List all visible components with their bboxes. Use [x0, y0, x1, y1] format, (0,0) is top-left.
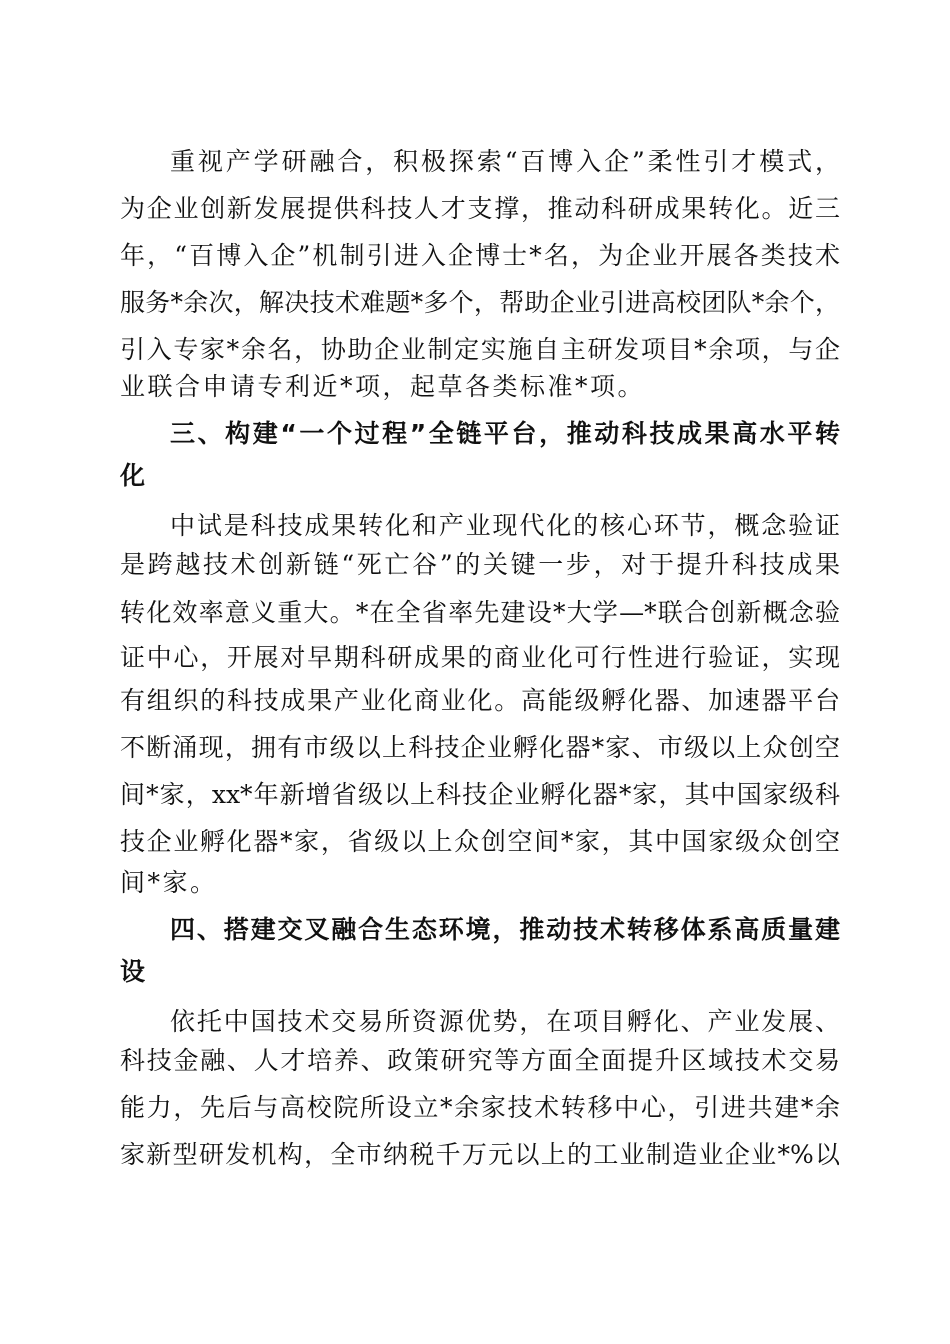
paragraph-3-line-1: 依托中国技术交易所资源优势，在项目孵化、产业发展、: [170, 1007, 840, 1036]
paragraph-3-line-2: 科技金融、人才培养、政策研究等方面全面提升区域技术交易: [120, 1046, 840, 1075]
section-heading-3-line-1: 三、构建“一个过程”全链平台，推动科技成果高水平转: [170, 419, 840, 448]
paragraph-2-line-6: 不断涌现，拥有市级以上科技企业孵化器*家、市级以上众创空: [120, 733, 840, 762]
paragraph-2-line-1: 中试是科技成果转化和产业现代化的核心环节，概念验证: [170, 511, 840, 540]
paragraph-2-line-4: 证中心，开展对早期科研成果的商业化可行性进行验证，实现: [120, 643, 840, 672]
section-heading-3-line-2: 化: [120, 461, 148, 490]
paragraph-2-line-5: 有组织的科技成果产业化商业化。高能级孵化器、加速器平台: [120, 686, 840, 715]
paragraph-2-line-9: 间*家。: [120, 868, 218, 897]
paragraph-2-line-3: 转化效率意义重大。*在全省率先建设*大学—*联合创新概念验: [120, 598, 840, 627]
section-heading-4-line-2: 设: [120, 957, 148, 986]
paragraph-1-line-4: 服务*余次，解决技术难题*多个，帮助企业引进高校团队*余个，: [120, 288, 840, 317]
paragraph-3-line-4: 家新型研发机构，全市纳税千万元以上的工业制造业企业*%以: [120, 1140, 840, 1169]
paragraph-2-line-2: 是跨越技术创新链“死亡谷”的关键一步，对于提升科技成果: [120, 550, 840, 579]
paragraph-2-line-8: 技企业孵化器*家，省级以上众创空间*家，其中国家级众创空: [120, 827, 840, 856]
paragraph-3-line-3: 能力，先后与高校院所设立*余家技术转移中心，引进共建*余: [120, 1093, 840, 1122]
paragraph-1-line-5: 引入专家*余名，协助企业制定实施自主研发项目*余项，与企: [120, 335, 840, 364]
paragraph-1-line-6: 业联合申请专利近*项，起草各类标准*项。: [120, 372, 646, 401]
paragraph-1-line-3: 年，“百博入企”机制引进入企博士*名，为企业开展各类技术: [120, 241, 840, 270]
paragraph-2-line-7: 间*家，xx*年新增省级以上科技企业孵化器*家，其中国家级科: [120, 780, 840, 809]
paragraph-1-line-1: 重视产学研融合，积极探索“百博入企”柔性引才模式，: [170, 147, 840, 176]
paragraph-1-line-2: 为企业创新发展提供科技人才支撑，推动科研成果转化。近三: [120, 194, 840, 223]
section-heading-4-line-1: 四、搭建交叉融合生态环境，推动技术转移体系高质量建: [170, 915, 840, 944]
